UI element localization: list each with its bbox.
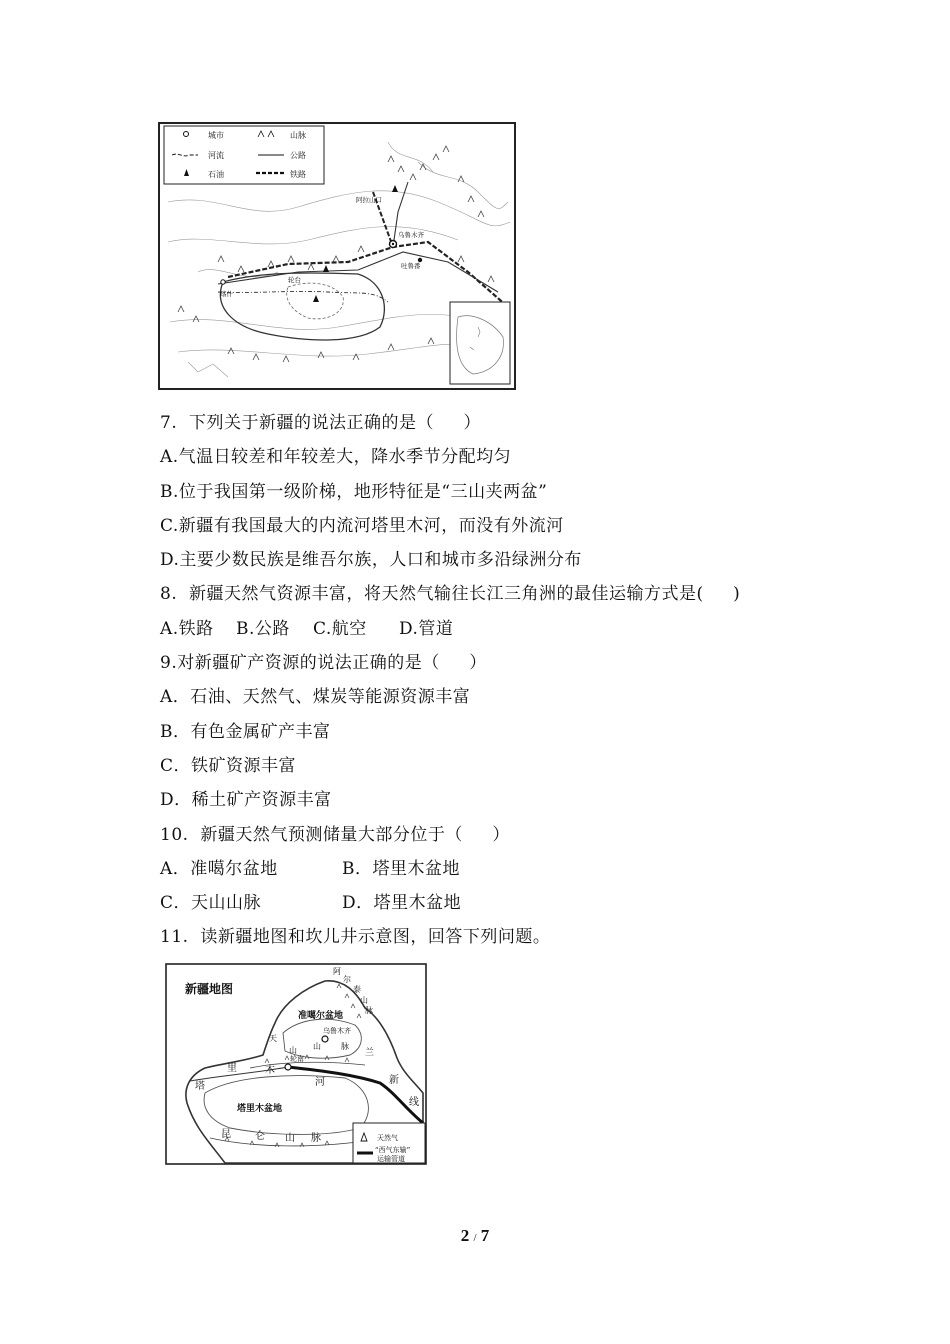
legend-pipeline-1: “西气东输” <box>375 1146 411 1154</box>
label-xian: 线 <box>409 1097 419 1108</box>
label-kun-2: 仑 <box>255 1131 265 1142</box>
label-turpan: 吐鲁番 <box>401 262 421 270</box>
label-kashgar: 喀什 <box>220 290 233 298</box>
q10-options-row-1 <box>160 852 860 886</box>
q7-option-a: A.气温日较差和年较差大，降水季节分配均匀 <box>160 447 512 468</box>
xinjiang-transport-map <box>158 122 516 390</box>
label-tarim: 塔里木盆地 <box>237 1104 283 1114</box>
label-li: 里 <box>227 1063 237 1074</box>
q7-stem: 7. 下列关于新疆的说法正确的是（ ） <box>160 413 482 433</box>
label-mu: 木 <box>265 1065 275 1076</box>
page-number <box>0 1226 950 1246</box>
label-kun-1: 昆 <box>221 1129 231 1140</box>
label-urumqi: 乌鲁木齐 <box>323 1027 351 1035</box>
q10-stem: 10. 新疆天然气预测储量大部分位于（ ） <box>160 824 510 845</box>
q7-option-b: B.位于我国第一级阶梯，地形特征是“三山夹两盆” <box>160 481 548 502</box>
page-total: 7 <box>480 1226 490 1245</box>
legend-pipeline-2: 运输管道 <box>377 1155 405 1163</box>
q9-option-b: B．有色金属矿产丰富 <box>160 721 331 742</box>
label-junggar: 准噶尔盆地 <box>298 1011 344 1021</box>
q9-option-d: D．稀土矿产资源丰富 <box>160 790 332 811</box>
page-separator: / <box>473 1232 477 1244</box>
legend-road: 公路 <box>290 151 306 160</box>
label-altai-5: 脉 <box>365 1006 373 1015</box>
legend-railway: 铁路 <box>290 170 306 179</box>
label-luntai: 轮台 <box>288 276 301 284</box>
label-urumqi: 乌鲁木齐 <box>398 231 424 239</box>
label-kun-4: 脉 <box>311 1133 321 1144</box>
label-altai-2: 尔 <box>343 975 351 984</box>
label-altai-3: 泰 <box>353 985 361 994</box>
xinjiang-pipeline-map <box>165 963 427 1165</box>
q9-stem: 9.对新疆矿产资源的说法正确的是（ ） <box>160 653 487 674</box>
legend-city: 城市 <box>208 131 224 140</box>
q10-options-row-2 <box>160 886 860 920</box>
label-tian-4: 脉 <box>341 1042 349 1051</box>
label-tian-1: 天 <box>269 1034 277 1043</box>
q10-option-d: D．塔里木盆地 <box>342 893 462 914</box>
legend-oil: 石油 <box>208 170 224 179</box>
label-kun-3: 山 <box>285 1133 295 1144</box>
q8-option-b: B.公路 <box>236 618 290 639</box>
q7-option-d: D.主要少数民族是维吾尔族，人口和城市多沿绿洲分布 <box>160 550 582 571</box>
label-lan: 兰 <box>365 1048 375 1058</box>
question-block <box>160 406 860 955</box>
q7-option-c: C.新疆有我国最大的内流河塔里木河，而没有外流河 <box>160 515 564 536</box>
q8-stem: 8. 新疆天然气资源丰富，将天然气输往长江三角洲的最佳运输方式是( ) <box>160 584 741 605</box>
map2-title: 新疆地图 <box>185 982 234 996</box>
legend-gas: 天然气 <box>377 1134 398 1142</box>
q9-option-a: A．石油、天然气、煤炭等能源资源丰富 <box>160 687 471 708</box>
legend-river: 河流 <box>208 151 224 160</box>
label-luntai: 轮南 <box>290 1055 304 1063</box>
label-tian-3: 山 <box>313 1042 321 1051</box>
label-he: 河 <box>315 1077 325 1088</box>
q11-stem: 11. 读新疆地图和坎儿井示意图，回答下列问题。 <box>160 927 551 948</box>
label-altai-4: 山 <box>360 996 368 1005</box>
q9-option-c: C．铁矿资源丰富 <box>160 755 297 776</box>
label-ta: 塔 <box>195 1081 205 1092</box>
label-xin: 新 <box>389 1075 399 1086</box>
label-alashankou: 阿拉山口 <box>356 196 382 204</box>
label-tian-2: 山 <box>289 1046 297 1055</box>
q10-option-a: A．准噶尔盆地 <box>160 858 278 879</box>
legend-mountain: 山脉 <box>290 131 306 140</box>
q8-option-c: C.航空 <box>313 618 367 639</box>
label-altai-1: 阿 <box>333 967 341 976</box>
q8-options <box>160 612 860 646</box>
q8-option-d: D.管道 <box>399 618 454 639</box>
q10-option-c: C．天山山脉 <box>160 893 262 914</box>
q10-option-b: B．塔里木盆地 <box>342 858 460 879</box>
page-current: 2 <box>460 1226 470 1245</box>
q8-option-a: A.铁路 <box>160 618 214 639</box>
